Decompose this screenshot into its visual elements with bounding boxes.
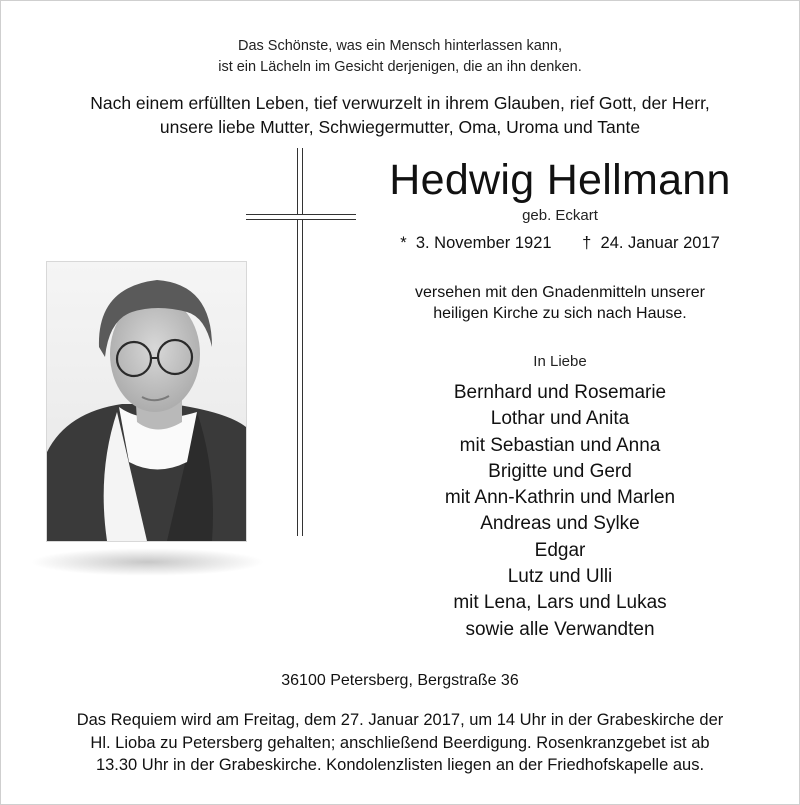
mourner-line: Brigitte und Gerd <box>488 460 632 482</box>
intro-line: Nach einem erfüllten Leben, tief verwurzelt in ihrem Glauben, rief Gott, der Herr, <box>90 93 710 113</box>
photo-shadow <box>30 548 265 576</box>
birth-name: geb. Eckart <box>522 207 598 224</box>
mourner-line: Bernhard und Rosemarie <box>453 382 667 403</box>
service-line: 13.30 Uhr in der Grabeskirche. Kondolenzlisten liegen an der Friedhofskapelle aus. <box>95 756 705 774</box>
in-love-label: In Liebe <box>533 353 587 370</box>
sacrament-text <box>360 282 760 324</box>
born-date: 3. November 1921 <box>415 234 552 252</box>
service-info <box>0 709 800 777</box>
deceased-name: Hedwig Hellmann <box>389 156 731 204</box>
motto-line: ist ein Lächeln im Gesicht derjenigen, die an ihn denken. <box>218 59 582 75</box>
mourner-line: mit Ann-Kathrin und Marlen <box>444 487 676 509</box>
family-address: 36100 Petersberg, Bergstraße 36 <box>281 672 519 689</box>
died-symbol: † <box>582 234 592 252</box>
mourner-line: Edgar <box>534 539 586 561</box>
sacrament-line: versehen mit den Gnadenmitteln unserer <box>415 284 705 301</box>
life-dates <box>360 232 760 254</box>
born-symbol: * <box>400 234 407 252</box>
mourner-line: Lutz und Ulli <box>507 566 613 588</box>
mourner-line: sowie alle Verwandten <box>465 618 655 640</box>
mourner-line: mit Sebastian und Anna <box>459 434 661 456</box>
mourner-line: Lothar und Anita <box>490 408 630 430</box>
sacrament-line: heiligen Kirche zu sich nach Hause. <box>433 305 687 322</box>
intro-text <box>0 91 800 139</box>
service-line: Das Requiem wird am Freitag, dem 27. Januar 2017, um 14 Uhr in der Grabeskirche der <box>76 711 724 729</box>
motto-quote <box>0 36 800 78</box>
mourner-line: Andreas und Sylke <box>480 513 640 535</box>
mourner-line: mit Lena, Lars und Lukas <box>453 592 667 614</box>
mourners-list <box>360 380 760 643</box>
service-line: Hl. Lioba zu Petersberg gehalten; anschließend Beerdigung. Rosenkranzgebet ist ab <box>90 733 710 752</box>
died-date: 24. Januar 2017 <box>600 234 720 252</box>
portrait-photo <box>46 261 247 542</box>
intro-line: unsere liebe Mutter, Schwiegermutter, Oma, Uroma und Tante <box>159 117 641 137</box>
motto-line: Das Schönste, was ein Mensch hinterlassen kann, <box>237 38 562 54</box>
portrait-icon <box>47 262 246 541</box>
cross-icon <box>297 148 303 536</box>
